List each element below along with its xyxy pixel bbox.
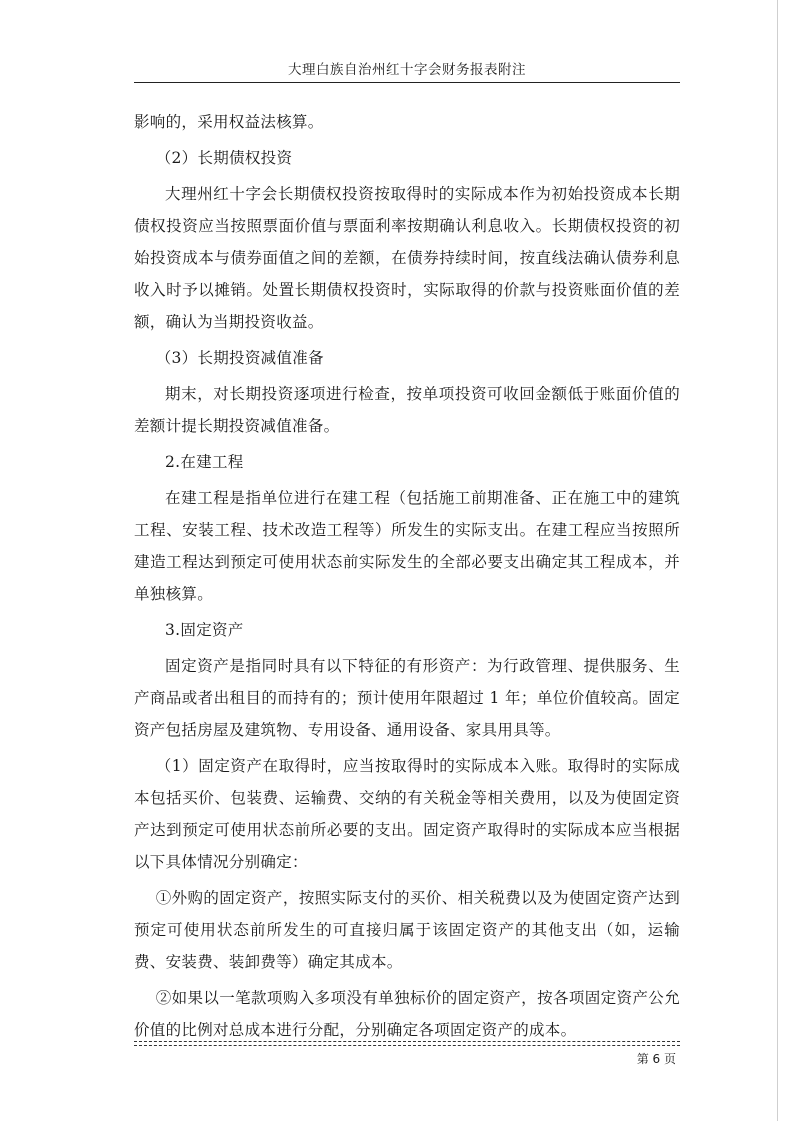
document-body (134, 106, 680, 1050)
paragraph-fixed-assets-definition: 固定资产是指同时具有以下特征的有形资产：为行政管理、提供服务、生产商品或者出租目的而持有的；预计使用年限超过 1 年；单位价值较高。固定资产包括房屋及建筑物、专用设备、通用设备、家具用具等。 (134, 657, 680, 739)
paragraph-construction-in-progress: 在建工程是指单位进行在建工程（包括施工前期准备、正在施工中的建筑工程、安装工程、技术改造工程等）所发生的实际支出。在建工程应当按照所建造工程达到预定可使用状态前实际发生的全部必要支出确定其工程成本，并单独核算。 (134, 489, 680, 603)
heading-impairment-provision: （3）长期投资减值准备 (155, 349, 324, 367)
header-title: 大理白族自治州红十字会财务报表附注 (288, 62, 526, 78)
header-rule (134, 82, 680, 83)
paragraph-purchased-fixed-assets: ①外购的固定资产，按照实际支付的买价、相关税费以及为使固定资产达到预定可使用状态前所发生的可直接归属于该固定资产的其他支出（如，运输费、安装费、装卸费等）确定其成本。 (134, 889, 680, 971)
paragraph-fixed-assets-acquisition: （1）固定资产在取得时，应当按取得时的实际成本入账。取得时的实际成本包括买价、包装费、运输费、交纳的有关税金等相关费用，以及为使固定资产达到预定可使用状态前所必要的支出。固定资产取得时的实际成本应当根据以下具体情况分别确定： (134, 757, 680, 871)
paragraph-impairment-provision: 期末，对长期投资逐项进行检查，按单项投资可收回金额低于账面价值的差额计提长期投资减值准备。 (134, 385, 680, 435)
scan-edge-line (777, 0, 778, 1121)
footer-rule-top (134, 1041, 680, 1042)
heading-long-term-debt-investment: （2）长期债权投资 (155, 149, 293, 167)
footer-rule-bottom (134, 1045, 680, 1046)
paragraph-continuation: 影响的，采用权益法核算。 (134, 113, 324, 131)
paragraph-long-term-debt-investment: 大理州红十字会长期债权投资按取得时的实际成本作为初始投资成本长期债权投资应当按照票面价值与票面利率按期确认利息收入。长期债权投资的初始投资成本与债券面值之间的差额，在债券持续时间，按直线法确认债券利息收入时予以摊销。处置长期债权投资时，实际取得的价款与投资账面价值的差额，确认为当期投资收益。 (134, 185, 680, 331)
paragraph-bulk-purchase: ②如果以一笔款项购入多项没有单独标价的固定资产，按各项固定资产公允价值的比例对总成本进行分配，分别确定各项固定资产的成本。 (134, 989, 680, 1039)
page-number: 第 6 页 (636, 1052, 676, 1066)
heading-fixed-assets: 3.固定资产 (165, 621, 244, 639)
heading-construction-in-progress: 2.在建工程 (165, 453, 244, 471)
